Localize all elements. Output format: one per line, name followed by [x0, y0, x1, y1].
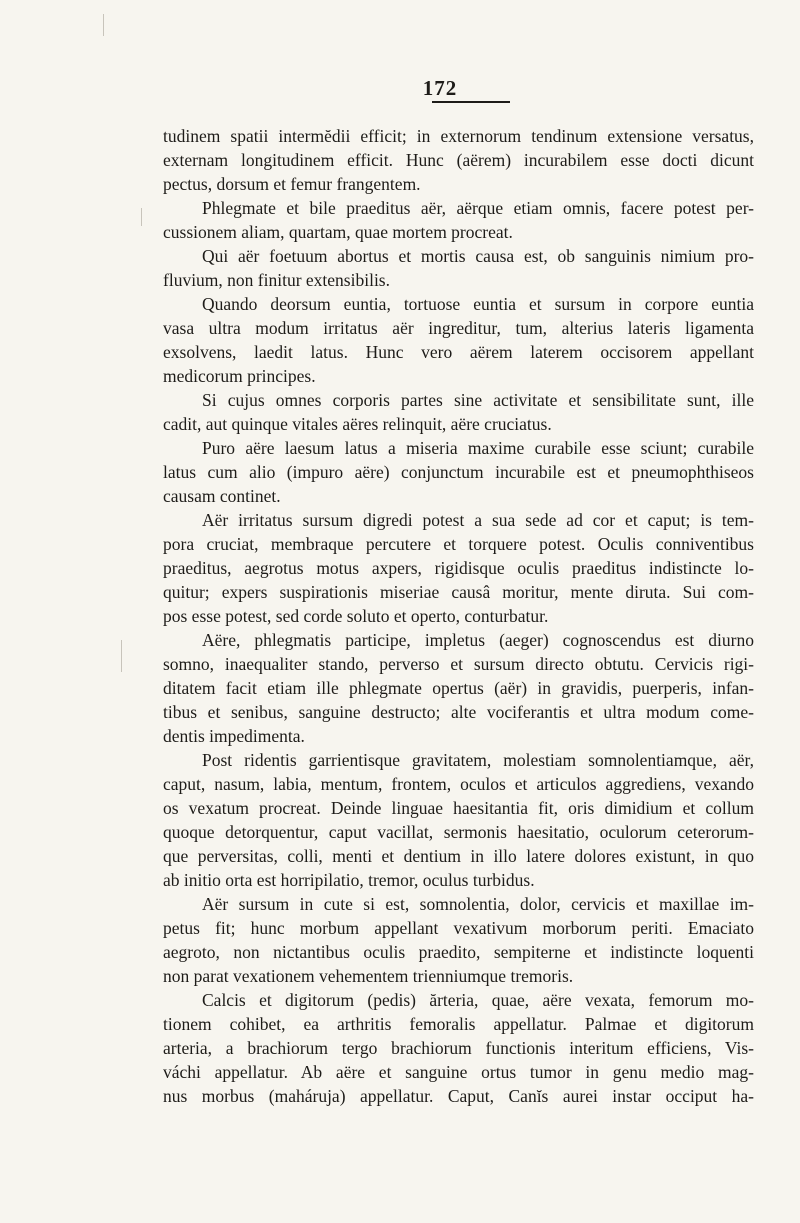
text-line: Aër irritatus sursum digredi potest a sua sede ad cor et caput; is tem-	[202, 510, 754, 530]
text-line: váchi appellatur. Ab aëre et sanguine ortus tumor in genu medio mag-	[163, 1062, 754, 1082]
text-line: pos esse potest, sed corde soluto et operto, conturbatur.	[163, 606, 549, 626]
text-line: quitur; expers suspirationis miseriae causâ moritur, mente diruta. Sui com-	[163, 582, 754, 602]
text-line: pectus, dorsum et femur frangentem.	[163, 174, 421, 194]
text-line: dentis impedimenta.	[163, 726, 305, 746]
text-line: praeditus, aegrotus motus axpers, rigidisque oculis praeditus indistincte lo-	[163, 558, 754, 578]
page-edge-mark	[141, 208, 142, 226]
page-edge-mark	[121, 640, 122, 672]
text-line: arteria, a brachiorum tergo brachiorum functionis interitum efficiens, Vis-	[163, 1038, 754, 1058]
text-line: Qui aër foetuum abortus et mortis causa est, ob sanguinis nimium pro-	[202, 246, 754, 266]
text-line: fluvium, non finitur extensibilis.	[163, 270, 390, 290]
text-line: non parat vexationem vehementem trienniumque tremoris.	[163, 966, 574, 986]
text-line: que perversitas, colli, menti et dentium in illo latere dolores existunt, in quo	[163, 846, 754, 866]
text-line: cadit, aut quinque vitales aëres relinquit, aëre cruciatus.	[163, 414, 552, 434]
text-line: somno, inaequaliter stando, perverso et sursum directo obtutu. Cervicis rigi-	[163, 654, 754, 674]
text-line: vasa ultra modum irritatus aër ingreditur, tum, alterius lateris ligamenta	[163, 318, 754, 338]
text-line: petus fit; hunc morbum appellant vexativum morborum periti. Emaciato	[163, 918, 754, 938]
page-edge-mark	[103, 14, 104, 36]
page-number-rule	[432, 101, 510, 103]
text-line: causam continet.	[163, 486, 281, 506]
page-number: 172	[422, 76, 458, 100]
text-line: os vexatum procreat. Deinde linguae haesitantia fit, oris dimidium et collum	[163, 798, 754, 818]
text-line: Quando deorsum euntia, tortuose euntia et sursum in corpore euntia	[202, 294, 754, 314]
text-line: quoque detorquentur, caput vacillat, sermonis haesitatio, oculorum ceterorum-	[163, 822, 754, 842]
text-line: Aër sursum in cute si est, somnolentia, dolor, cervicis et maxillae im-	[202, 894, 754, 914]
text-line: Post ridentis garrientisque gravitatem, molestiam somnolentiamque, aër,	[202, 750, 754, 770]
text-line: medicorum principes.	[163, 366, 316, 386]
text-line: tibus et senibus, sanguine destructo; alte vociferantis et ultra modum come-	[163, 702, 754, 722]
text-line: pora cruciat, membraque percutere et torquere potest. Oculis conniventibus	[163, 534, 754, 554]
text-line: latus cum alio (impuro aëre) conjunctum incurabile est et pneumophthiseos	[163, 462, 754, 482]
text-line: Aëre, phlegmatis participe, impletus (aeger) cognoscendus est diurno	[202, 630, 754, 650]
text-line: exsolvens, laedit latus. Hunc vero aërem laterem occisorem appellant	[163, 342, 754, 362]
text-line: cussionem aliam, quartam, quae mortem procreat.	[163, 222, 513, 242]
text-line: caput, nasum, labia, mentum, frontem, oculos et articulos aggrediens, vexando	[163, 774, 754, 794]
text-line: ditatem facit etiam ille phlegmate opertus (aër) in gravidis, puerperis, infan-	[163, 678, 754, 698]
text-line: nus morbus (maháruja) appellatur. Caput, Canĭs aurei instar occiput ha-	[163, 1086, 754, 1106]
text-line: tudinem spatii intermĕdii efficit; in externorum tendinum extensione versatus,	[163, 126, 754, 146]
text-line: externam longitudinem efficit. Hunc (aërem) incurabilem esse docti dicunt	[163, 150, 754, 170]
text-line: ab initio orta est horripilatio, tremor, oculus turbidus.	[163, 870, 535, 890]
text-line: Si cujus omnes corporis partes sine activitate et sensibilitate sunt, ille	[202, 390, 754, 410]
body-text	[163, 124, 754, 1108]
text-line: Phlegmate et bile praeditus aër, aërque etiam omnis, facere potest per-	[202, 198, 754, 218]
text-line: Calcis et digitorum (pedis) ărteria, quae, aëre vexata, femorum mo-	[202, 990, 754, 1010]
text-line: Puro aëre laesum latus a miseria maxime curabile esse sciunt; curabile	[202, 438, 754, 458]
text-line: aegroto, non nictantibus oculis praedito, sempiterne et indistincte loquenti	[163, 942, 754, 962]
text-line: tionem cohibet, ea arthritis femoralis appellatur. Palmae et digitorum	[163, 1014, 754, 1034]
